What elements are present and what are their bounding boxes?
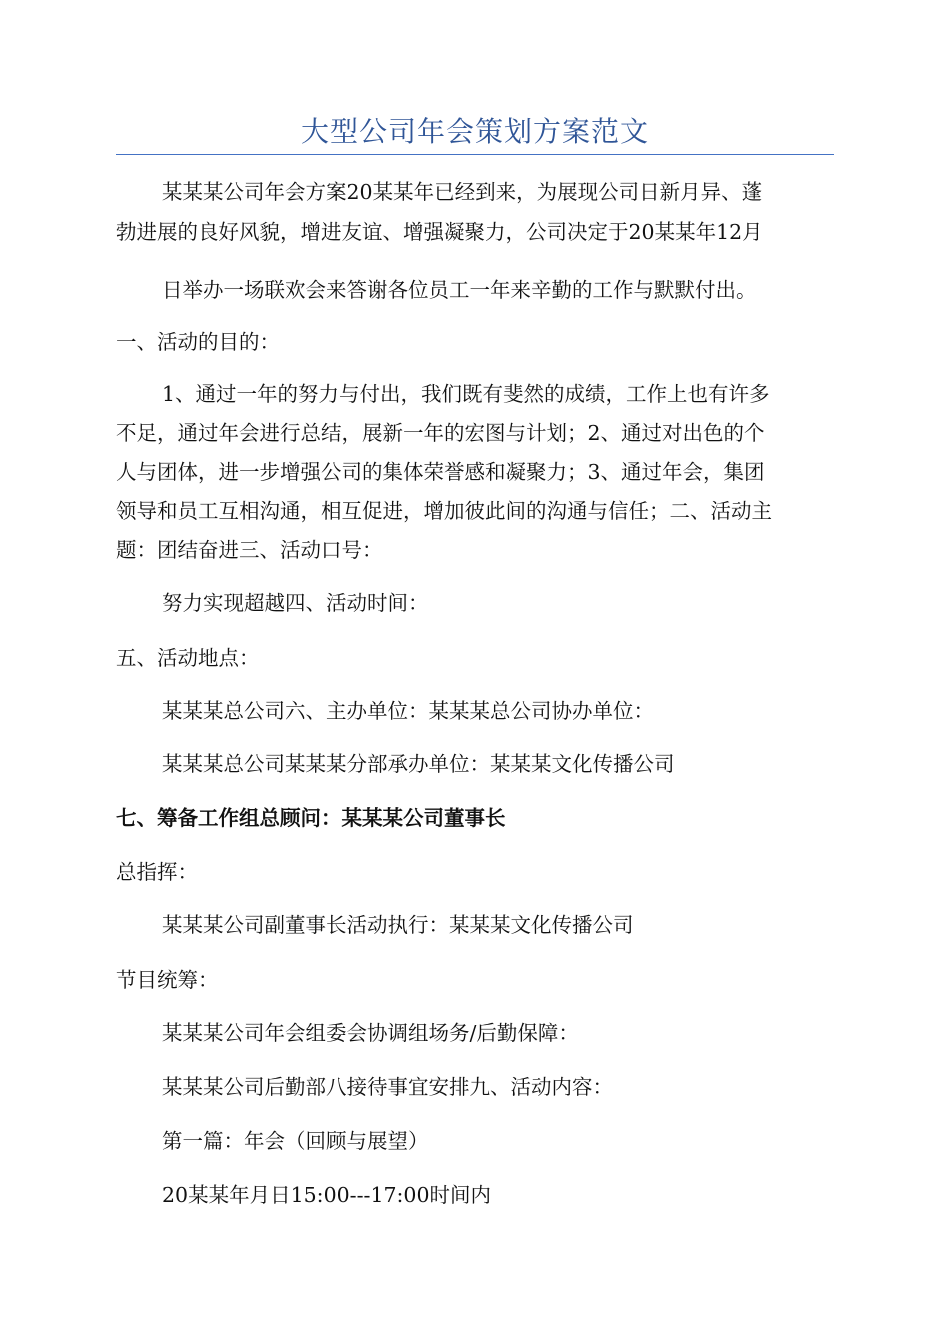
- section-heading: 一、活动的目的：: [116, 330, 280, 354]
- section-heading: 总指挥：: [116, 860, 198, 884]
- paragraph-line: 某某某公司后勤部八接待事宜安排九、活动内容：: [162, 1075, 613, 1099]
- document-title: 大型公司年会策划方案范文: [300, 115, 649, 148]
- paragraph-line: 不足，通过年会进行总结，展新一年的宏图与计划；2、通过对出色的个: [116, 421, 765, 445]
- paragraph-line: 1、通过一年的努力与付出，我们既有斐然的成绩，工作上也有许多: [162, 382, 770, 406]
- paragraph-line: 领导和员工互相沟通，相互促进，增加彼此间的沟通与信任；二、活动主: [116, 499, 772, 523]
- paragraph-line: 某某某总公司六、主办单位：某某某总公司协办单位：: [162, 699, 654, 723]
- paragraph-line: 20某某年月日15:00---17:00时间内: [162, 1183, 492, 1207]
- paragraph-line: 第一篇：年会（回顾与展望）: [162, 1129, 429, 1153]
- paragraph-line: 努力实现超越四、活动时间：: [162, 591, 429, 615]
- paragraph-line: 人与团体，进一步增强公司的集体荣誉感和凝聚力；3、通过年会，集团: [116, 460, 765, 484]
- section-heading: 五、活动地点：: [116, 646, 260, 670]
- paragraph-line: 某某某公司年会方案20某某年已经到来，为展现公司日新月异、蓬: [162, 180, 763, 204]
- section-heading-bold: 七、筹备工作组总顾问：某某某公司董事长: [116, 806, 506, 830]
- paragraph-line: 某某某总公司某某某分部承办单位：某某某文化传播公司: [162, 752, 675, 776]
- title-underline: [116, 154, 834, 155]
- paragraph-line: 日举办一场联欢会来答谢各位员工一年来辛勤的工作与默默付出。: [162, 278, 757, 302]
- paragraph-line: 某某某公司副董事长活动执行：某某某文化传播公司: [162, 913, 634, 937]
- section-heading: 节目统筹：: [116, 968, 219, 992]
- paragraph-line: 题：团结奋进三、活动口号：: [116, 538, 383, 562]
- paragraph-line: 勃进展的良好风貌，增进友谊、增强凝聚力，公司决定于20某某年12月: [116, 220, 763, 244]
- paragraph-line: 某某某公司年会组委会协调组场务/后勤保障：: [162, 1021, 579, 1045]
